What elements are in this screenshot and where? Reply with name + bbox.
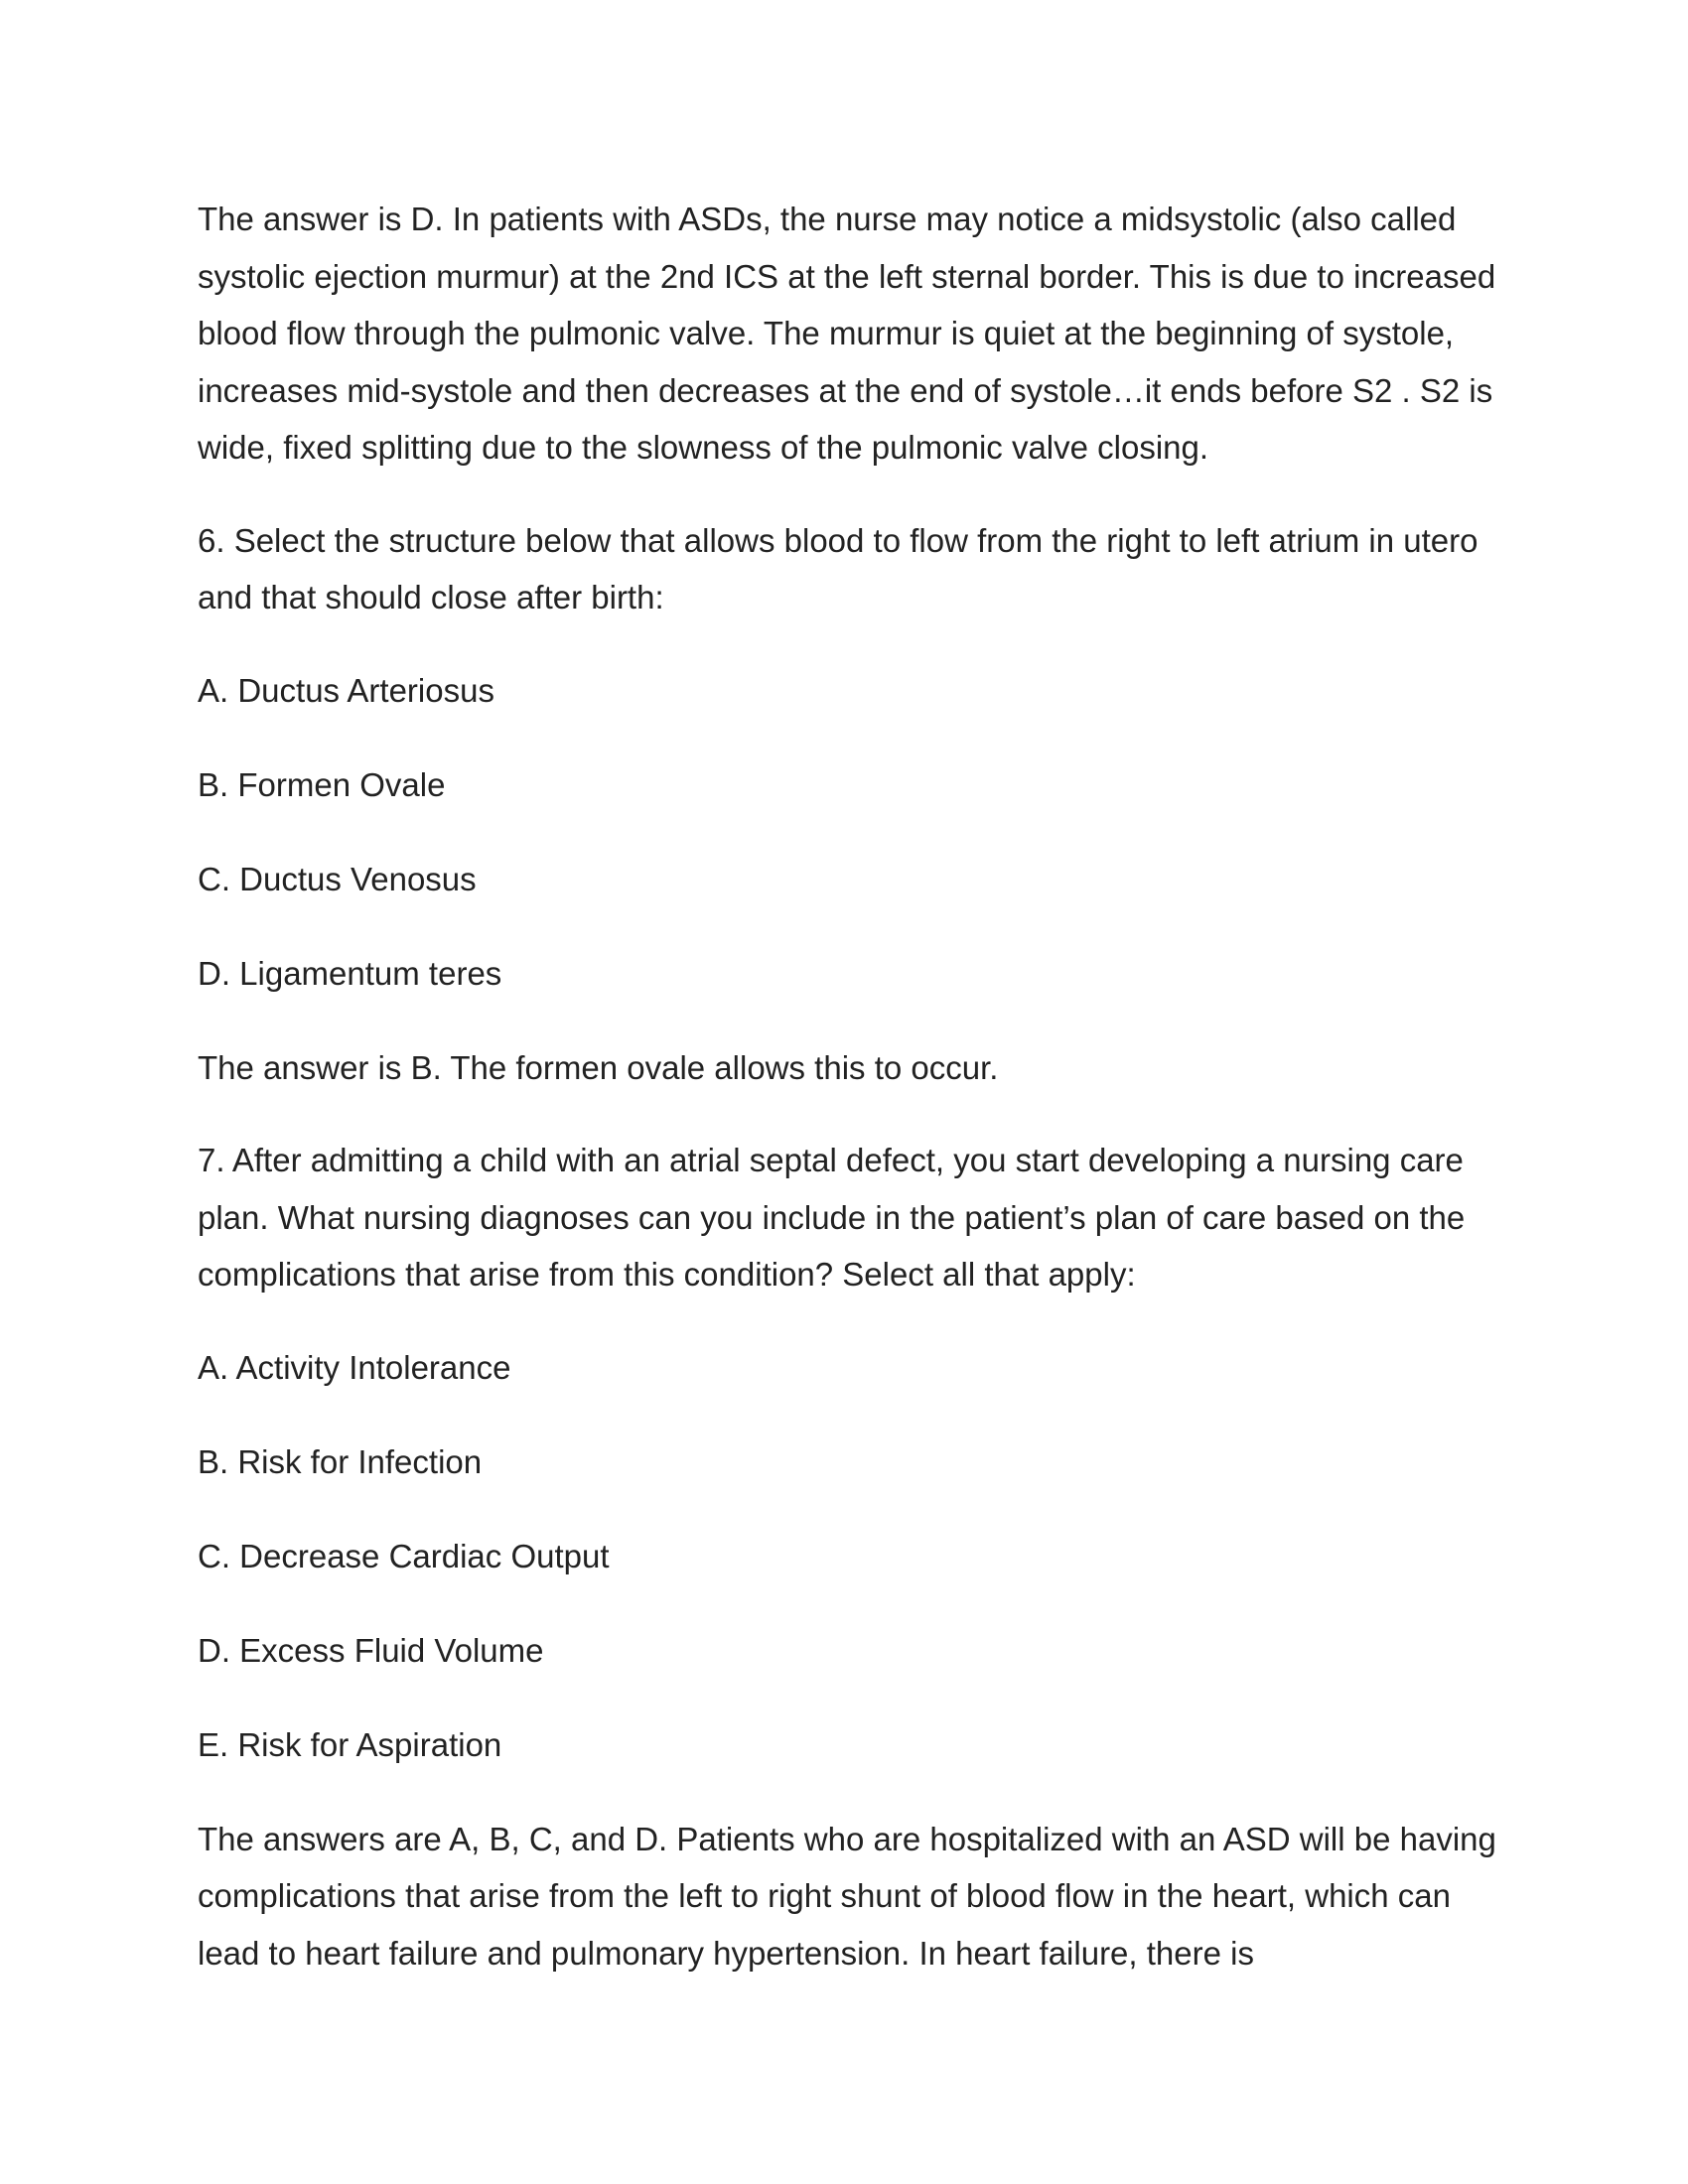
question-6-prompt: 6. Select the structure below that allows blood to flow from the right to left atrium in utero and that should close after birth:: [198, 521, 1478, 615]
question-7-option-c: C. Decrease Cardiac Output: [198, 1537, 610, 1574]
question-6-answer: The answer is B. The formen ovale allows this to occur.: [198, 1048, 999, 1086]
question-7-option-e: E. Risk for Aspiration: [198, 1725, 502, 1763]
question-6-option-b: B. Formen Ovale: [198, 765, 446, 803]
question-6-option-a: A. Ductus Arteriosus: [198, 671, 494, 709]
question-7-option-a: A. Activity Intolerance: [198, 1348, 511, 1386]
question-7-answer: The answers are A, B, C, and D. Patients who are hospitalized with an ASD will be having complications that arise from the left to right shunt of blood flow in the heart, which can lead to heart failure and pulmonary hypertension. In heart failure, there is: [198, 1820, 1496, 1972]
question-7-option-b: B. Risk for Infection: [198, 1442, 483, 1480]
answer-5-explanation: The answer is D. In patients with ASDs, the nurse may notice a midsystolic (also called systolic ejection murmur) at the 2nd ICS at the left sternal border. This is due to increased blood flow through the pulmonic valve. The murmur is quiet at the beginning of systole, increases mid-systole and then decreases at the end of systole…it ends before S2 . S2 is wide, fixed splitting due to the slowness of the pulmonic valve closing.: [198, 201, 1496, 466]
question-6-option-c: C. Ductus Venosus: [198, 860, 477, 897]
document-page: [198, 191, 1498, 2017]
question-7-prompt: 7. After admitting a child with an atrial septal defect, you start developing a nursing care plan. What nursing diagnoses can you include in the patient’s plan of care based on the complications that arise from this condition? Select all that apply:: [198, 1142, 1466, 1293]
question-6-option-d: D. Ligamentum teres: [198, 954, 502, 992]
question-7-options: [198, 1339, 1498, 1774]
question-6-options: [198, 662, 1498, 1003]
question-7-option-d: D. Excess Fluid Volume: [198, 1631, 544, 1669]
